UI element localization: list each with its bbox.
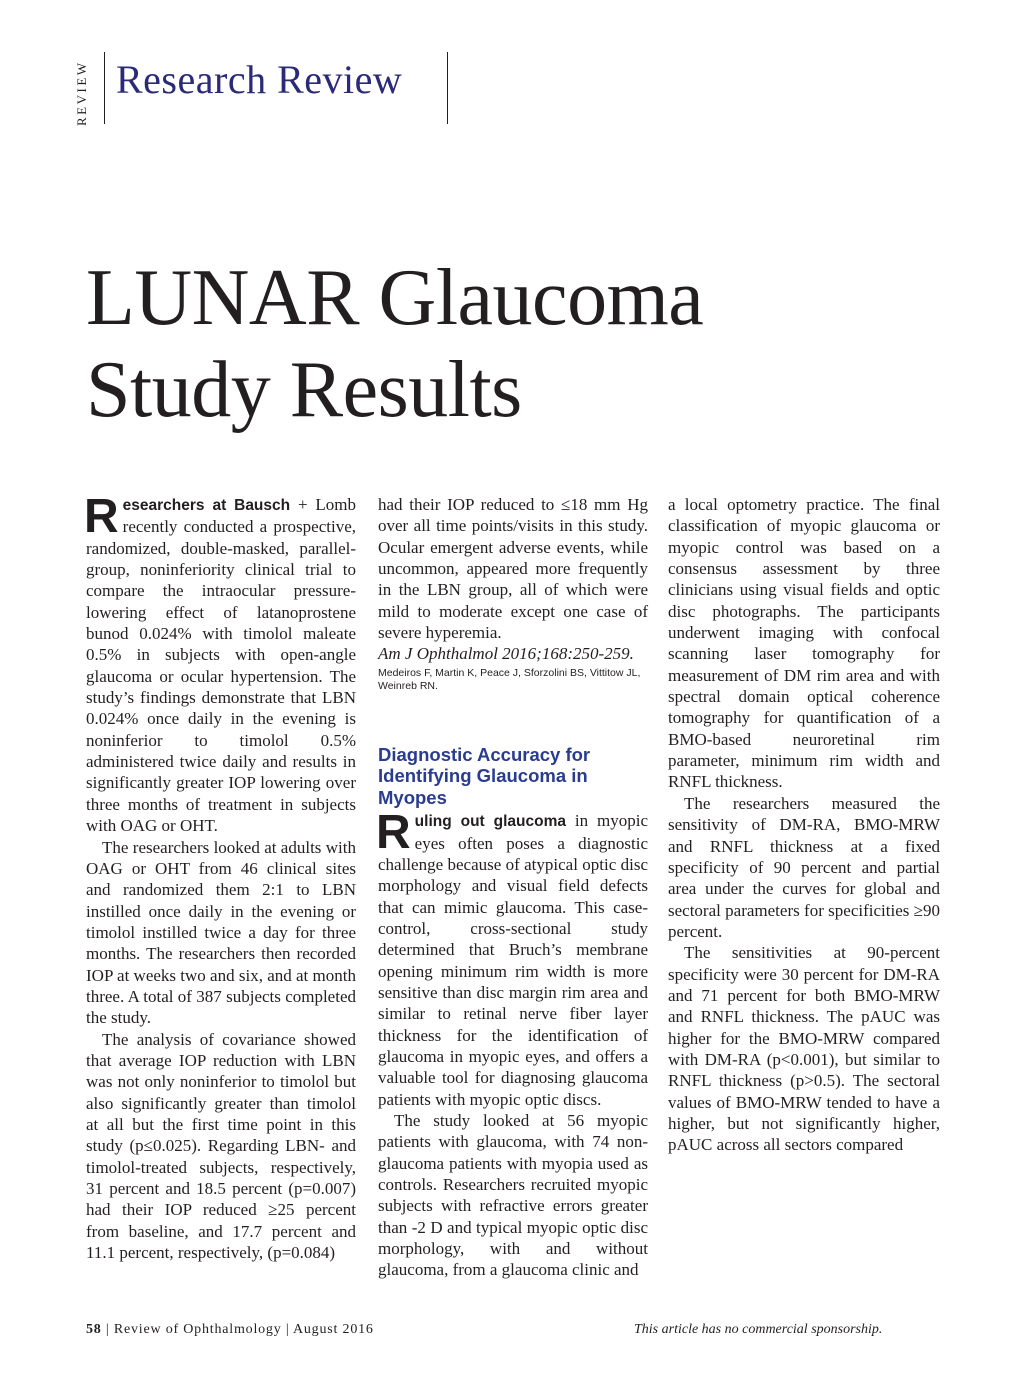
article1-paragraph-2: The researchers looked at adults with OAG or OHT from 46 clinical sites and randomized them 2:1 to LBN instilled once daily in the evening or timolol instilled twice a day for three months. The researchers then recorded IOP at weeks two and six, and at month three. A total of 387 subjects completed the study. <box>86 837 356 1028</box>
publication-info: | Review of Ophthalmology | August 2016 <box>105 1322 374 1337</box>
header-divider-right <box>447 52 448 124</box>
article1-paragraph-1 <box>84 490 356 837</box>
article2-p1-text: in myopic eyes often poses a diagnostic challenge because of atypical optic disc morphology and visual field defects that can mimic glaucoma. This case-control, cross-sectional study determined that Bruch’s membrane opening minimum rim width is more sensitive than disc margin rim area and similar to retinal nerve fiber layer thickness for the identification of glaucoma in myopic eyes, and offers a valuable tool for diagnosing glaucoma patients with myopic optic discs. <box>378 811 648 1109</box>
section-vertical-label: REVIEW <box>74 60 89 126</box>
article1-citation: Am J Ophthalmol 2016;168:250-259. <box>378 644 634 664</box>
article2-leadin: uling out glaucoma <box>414 813 567 831</box>
article1-paragraph-3-continued <box>378 494 648 643</box>
article1-paragraph-3: The analysis of covariance showed that average IOP reduction with LBN was not only noninferior to timolol but also significantly greater than timolol at all but the first time point in this study (p≤0.025). Regarding LBN- and timolol-treated subjects, respectively, 31 percent and 18.5 percent (p=0.007) had their IOP reduced ≥25 percent from baseline, and 17.7 percent and 11.1 percent, respectively, (p=0.084) <box>86 1029 356 1263</box>
page-number: 58 <box>86 1322 102 1337</box>
article1-authors: Medeiros F, Martin K, Peace J, Sforzolini BS, Vittitow JL, Weinreb RN. <box>378 666 641 693</box>
paragraph-continuation: had their IOP reduced to ≤18 mm Hg over all time points/visits in this study. Ocular emergent adverse events, while uncommon, appeared more frequently in the LBN group, all of which were mild to moderate except one case of severe hyperemia. <box>378 495 648 643</box>
article1-p1-text: + Lomb recently conducted a prospective, randomized, double-masked, parallel-group, noninferiority clinical trial to compare the intraocular pressure-lowering effect of latanoprostene bunod 0.024% with timolol maleate 0.5% in subjects with open-angle glaucoma or ocular hypertension. The study’s findings demonstrate that LBN 0.024% once daily in the evening is noninferior to timolol 0.5% administered twice daily and results in significantly greater IOP lowering over three months of treatment in subjects with OAG or OHT. <box>86 495 356 836</box>
article-title-line2: Study Results <box>86 346 522 434</box>
article2-paragraph-2: The study looked at 56 myopic patients with glaucoma, with 74 non-glaucoma patients with myopia used as controls. Researchers recruited myopic subjects with refractive errors greater than -2 D and typical myopic optic disc morphology, with and without glaucoma, from a glaucoma clinic and <box>378 1111 648 1280</box>
sponsorship-note: This article has no commercial sponsorship. <box>634 1322 883 1337</box>
paragraph-continuation: a local optometry practice. The final classification of myopic glaucoma or myopic control was based on a consensus assessment by three clinicians using visual fields and optic disc photographs. The participants underwent imaging with confocal scanning laser tomography for measurement of DM rim area and with spectral domain optical coherence tomography for quantification of a BMO-based neuroretinal rim parameter, minimum rim width and RNFL thickness. <box>668 495 940 792</box>
article2-paragraph-1 <box>376 806 648 1110</box>
article2-paragraph-2-continued <box>668 494 940 793</box>
text-column-1 <box>84 490 356 1263</box>
article2-paragraph-3: The researchers measured the sensitivity of DM-RA, BMO-MRW and RNFL thickness at a fixed specificity of 90 percent and partial area under the curves for global and sectoral parameters for specificities ≥90 percent. <box>668 793 940 941</box>
article2-dropcap: R <box>376 806 411 860</box>
header-divider-left <box>104 52 105 124</box>
article-title <box>86 252 703 436</box>
text-column-2 <box>378 494 648 1281</box>
footer-folio <box>86 1322 374 1338</box>
article1-leadin: esearchers at Bausch <box>122 497 291 514</box>
section-title: Research Review <box>116 57 403 102</box>
article-title-line1: LUNAR Glaucoma <box>86 254 704 342</box>
text-column-3 <box>668 494 940 1156</box>
article2-heading: Diagnostic Accuracy for Identifying Glaucoma in Myopes <box>378 743 591 808</box>
article2-paragraph-4: The sensitivities at 90-percent specificity were 30 percent for DM-RA and 71 percent for both BMO-MRW and RNFL thickness. The pAUC was higher for the BMO-MRW compared with DM-RA (p<0.001), but similar to RNFL thickness (p>0.5). The sectoral values of BMO-MRW tended to have a higher, but not significantly higher, pAUC across all sectors compared <box>668 943 940 1155</box>
article1-dropcap: R <box>84 490 119 543</box>
